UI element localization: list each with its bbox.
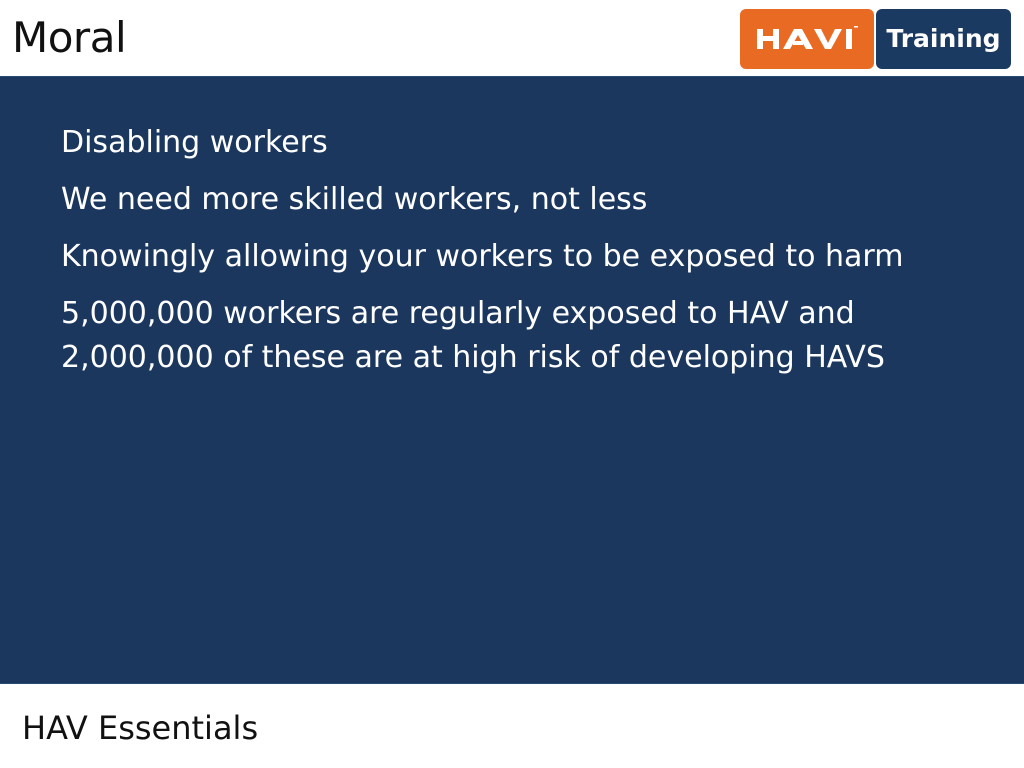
bullet-item: Knowingly allowing your workers to be exposed to harm bbox=[61, 239, 904, 274]
bullet-list bbox=[61, 121, 961, 393]
training-label: Training bbox=[876, 9, 1011, 69]
bullet-item: Disabling workers bbox=[61, 125, 328, 160]
footer-text: HAV Essentials bbox=[22, 709, 259, 747]
havi-wordmark-graphic bbox=[740, 9, 874, 69]
havi-training-logo bbox=[740, 9, 1011, 69]
bullet-item: 5,000,000 workers are regularly exposed to HAV and 2,000,000 of these are at high risk of developing HAVS bbox=[61, 296, 885, 375]
havi-logo-mark bbox=[740, 9, 874, 69]
slide-title: Moral bbox=[12, 13, 127, 62]
bullet-item: We need more skilled workers, not less bbox=[61, 182, 648, 217]
content-panel bbox=[0, 76, 1024, 684]
